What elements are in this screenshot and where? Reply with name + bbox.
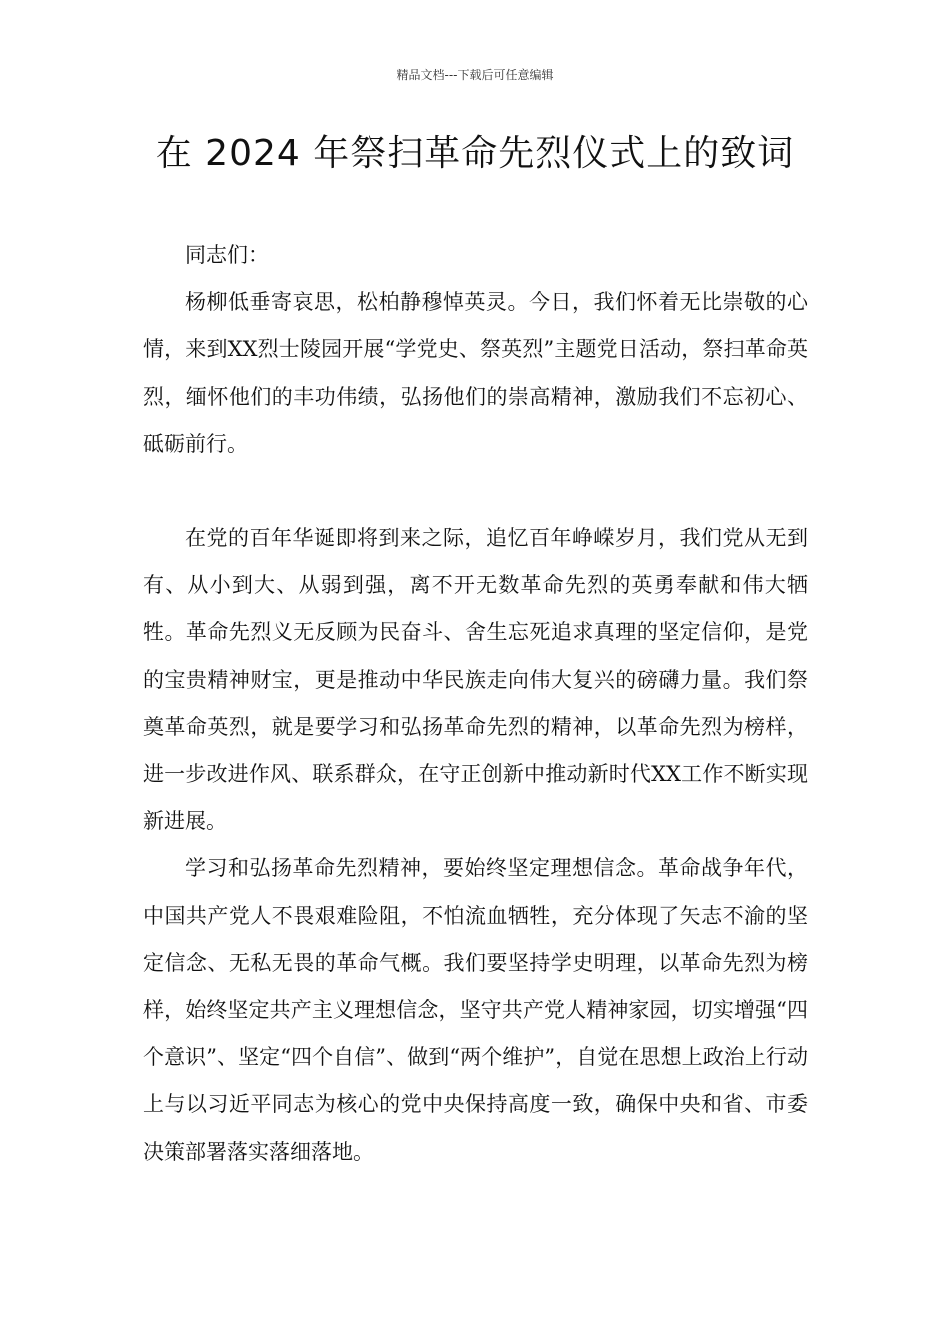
paragraph-2: 在党的百年华诞即将到来之际，追忆百年峥嵘岁月，我们党从无到有、从小到大、从弱到强，离不开无数革命先烈的英勇奉献和伟大牺牲。革命先烈义无反顾为民奋斗、舍生忘死追求真理的坚定信仰，是党的宝贵精神财宝，更是推动中华民族走向伟大复兴的磅礴力量。我们祭奠革命英烈，就是要学习和弘扬革命先烈的精神，以革命先烈为榜样，进一步改进作风、联系群众，在守正创新中推动新时代XX工作不断实现新进展。 xyxy=(143,526,808,834)
header-note: 精品文档---下载后可任意编辑 xyxy=(396,68,554,82)
paragraph-1: 杨柳低垂寄哀思，松柏静穆悼英灵。今日，我们怀着无比崇敬的心情，来到XX烈士陵园开展“学党史、祭英烈”主题党日活动，祭扫革命英烈，缅怀他们的丰功伟绩，弘扬他们的崇高精神，激励我们不忘初心、砥砺前行。 xyxy=(143,290,808,456)
document-body xyxy=(143,232,808,1176)
salutation: 同志们： xyxy=(185,243,269,267)
paragraph-3: 学习和弘扬革命先烈精神，要始终坚定理想信念。革命战争年代，中国共产党人不畏艰难险阻，不怕流血牺牲，充分体现了矢志不渝的坚定信念、无私无畏的革命气概。我们要坚持学史明理，以革命先烈为榜样，始终坚定共产主义理想信念，坚守共产党人精神家园，切实增强“四个意识”、坚定“四个自信”、做到“两个维护”，自觉在思想上政治上行动上与以习近平同志为核心的党中央保持高度一致，确保中央和省、市委决策部署落实落细落地。 xyxy=(143,856,808,1164)
document-title: 在 2024 年祭扫革命先烈仪式上的致词 xyxy=(155,133,795,174)
